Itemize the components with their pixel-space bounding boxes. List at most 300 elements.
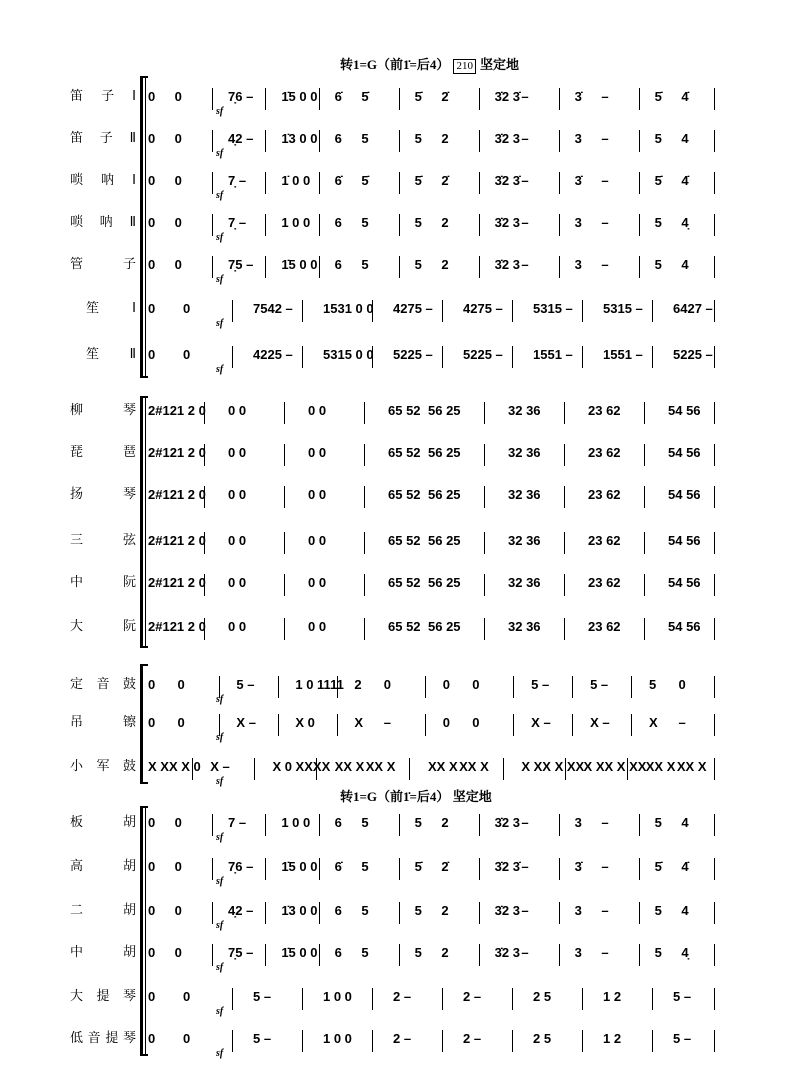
barline bbox=[372, 1030, 373, 1052]
measure-cells bbox=[148, 1024, 789, 1054]
note-cell: 1 0 1111 bbox=[295, 677, 344, 692]
note-cell: 5̇ bbox=[414, 859, 422, 874]
barline bbox=[284, 402, 285, 424]
barline bbox=[319, 256, 320, 278]
barline bbox=[284, 444, 285, 466]
note-cell: 5̇ bbox=[654, 89, 662, 104]
note-cell: X XX X XX bbox=[583, 759, 647, 774]
measure-cells bbox=[148, 526, 789, 556]
note-cell: 2 – bbox=[393, 989, 412, 1004]
barline bbox=[212, 858, 213, 880]
note-cell: XX X bbox=[428, 759, 458, 774]
note-cell: 5̇ bbox=[414, 173, 422, 188]
note-cell: 1̇5 0 0 bbox=[281, 257, 318, 272]
note-cell: 0 bbox=[148, 989, 156, 1004]
bracket-hook bbox=[140, 1054, 148, 1056]
barline-end bbox=[714, 758, 715, 780]
measure-cells bbox=[148, 208, 789, 238]
note-cell: 4̇ bbox=[681, 89, 689, 104]
note-cell: 0 bbox=[174, 89, 182, 104]
note-cell: 0 0 bbox=[228, 445, 247, 460]
note-cell: 4̣ bbox=[681, 945, 689, 960]
note-cell: 5 bbox=[361, 859, 369, 874]
barline bbox=[484, 574, 485, 596]
note-cell: 3̇ bbox=[574, 89, 582, 104]
staff-row bbox=[0, 340, 789, 375]
note-cell: 5 bbox=[414, 131, 422, 146]
barline bbox=[442, 346, 443, 368]
note-cell: – bbox=[383, 715, 392, 730]
barline bbox=[399, 172, 400, 194]
barline bbox=[572, 714, 573, 736]
barline-end bbox=[714, 402, 715, 424]
barline bbox=[265, 88, 266, 110]
instrument-label: 笙Ⅰ bbox=[86, 301, 136, 316]
staff-row bbox=[0, 124, 789, 159]
note-cell: 0 bbox=[472, 715, 480, 730]
note-cell: X – bbox=[590, 715, 610, 730]
barline bbox=[652, 1030, 653, 1052]
barline bbox=[442, 988, 443, 1010]
note-cell: 2 – bbox=[463, 1031, 482, 1046]
staff-row bbox=[0, 808, 789, 843]
note-cell: X bbox=[649, 715, 658, 730]
note-cell: 56 25 bbox=[428, 619, 461, 634]
barline bbox=[559, 256, 560, 278]
note-cell: X 0 bbox=[295, 715, 315, 730]
dynamic-marking: sf bbox=[216, 876, 224, 887]
note-cell: 5315 – bbox=[533, 301, 573, 316]
note-cell: 0 0 bbox=[228, 533, 247, 548]
note-cell: 1 0 0 bbox=[323, 1031, 352, 1046]
dynamic-marking: sf bbox=[216, 364, 224, 375]
barline bbox=[559, 944, 560, 966]
note-cell: 5 bbox=[361, 215, 369, 230]
note-cell: 65 52 bbox=[388, 575, 421, 590]
barline bbox=[582, 1030, 583, 1052]
note-cell: 0 bbox=[148, 677, 156, 692]
note-cell: 5 bbox=[361, 815, 369, 830]
note-cell: 4225 – bbox=[253, 347, 293, 362]
note-cell: 32 36 bbox=[508, 533, 541, 548]
note-cell: 2̇ bbox=[441, 859, 449, 874]
note-cell: 5 – bbox=[531, 677, 550, 692]
measure-cells bbox=[148, 568, 789, 598]
note-cell: X XX X 0 bbox=[148, 759, 201, 774]
note-cell: – bbox=[601, 89, 609, 104]
barline bbox=[639, 858, 640, 880]
barline bbox=[302, 1030, 303, 1052]
note-cell: 0 bbox=[174, 859, 182, 874]
barline bbox=[513, 714, 514, 736]
note-cell: 3̇2 3 bbox=[494, 215, 520, 230]
note-cell: 0 bbox=[148, 859, 156, 874]
note-cell: 3̇2 3 bbox=[494, 945, 520, 960]
measure-cells bbox=[148, 250, 789, 280]
note-cell: 2#121 2 0 bbox=[148, 575, 206, 590]
note-cell: 0 bbox=[148, 173, 156, 188]
note-cell: 0 bbox=[148, 1031, 156, 1046]
note-cell: 6 bbox=[334, 131, 342, 146]
note-cell: 5 bbox=[649, 677, 657, 692]
barline-end bbox=[714, 714, 715, 736]
dynamic-marking: sf bbox=[216, 274, 224, 285]
note-cell: 3̇2 3 bbox=[494, 903, 520, 918]
note-cell: 0 bbox=[174, 215, 182, 230]
instrument-label: 小军鼓 bbox=[70, 759, 136, 774]
note-cell: X bbox=[354, 715, 363, 730]
note-cell: 1̇5 0 0 bbox=[281, 859, 318, 874]
note-cell: 0 0 bbox=[228, 487, 247, 502]
note-cell: 6 bbox=[334, 903, 342, 918]
barline-end bbox=[714, 858, 715, 880]
note-cell: X – bbox=[531, 715, 551, 730]
note-cell: 0 bbox=[183, 347, 191, 362]
barline-end bbox=[714, 902, 715, 924]
instrument-label: 定音鼓 bbox=[70, 677, 136, 692]
note-cell: 5 bbox=[654, 257, 662, 272]
note-cell: 32 36 bbox=[508, 403, 541, 418]
note-cell: – bbox=[521, 173, 529, 188]
note-cell: 54 56 bbox=[668, 575, 701, 590]
note-cell: – bbox=[601, 859, 609, 874]
note-cell: XX X bbox=[334, 759, 365, 774]
barline bbox=[364, 574, 365, 596]
instrument-label: 低音提琴 bbox=[70, 1031, 136, 1046]
instrument-label: 大提琴 bbox=[70, 989, 136, 1004]
note-cell: 1 2 bbox=[603, 1031, 622, 1046]
staff-row bbox=[0, 852, 789, 887]
note-cell: – bbox=[601, 815, 609, 830]
note-cell: – bbox=[521, 89, 529, 104]
note-cell: 5 bbox=[414, 945, 422, 960]
note-cell: 54 56 bbox=[668, 487, 701, 502]
barline bbox=[212, 814, 213, 836]
note-cell: 2 – bbox=[463, 989, 482, 1004]
note-cell: 2 bbox=[441, 257, 449, 272]
barline bbox=[265, 172, 266, 194]
barline bbox=[302, 988, 303, 1010]
barline bbox=[319, 172, 320, 194]
barline bbox=[302, 300, 303, 322]
barline bbox=[479, 858, 480, 880]
note-cell: 5 – bbox=[253, 989, 272, 1004]
barline bbox=[337, 714, 338, 736]
section-header-strings bbox=[340, 786, 492, 805]
note-cell: 2 bbox=[441, 903, 449, 918]
note-cell: 6̇ bbox=[334, 173, 342, 188]
note-cell: 2̇ bbox=[441, 173, 449, 188]
barline bbox=[204, 486, 205, 508]
note-cell: 0 bbox=[174, 815, 182, 830]
instrument-label: 二胡 bbox=[70, 903, 136, 918]
barline bbox=[559, 814, 560, 836]
barline bbox=[644, 444, 645, 466]
barline bbox=[284, 532, 285, 554]
instrument-label: 笛子Ⅱ bbox=[70, 131, 136, 146]
note-cell: – bbox=[601, 215, 609, 230]
note-cell: 2 bbox=[441, 945, 449, 960]
note-cell: 5 bbox=[361, 257, 369, 272]
barline-end bbox=[714, 574, 715, 596]
note-cell: 4275 – bbox=[463, 301, 503, 316]
note-cell: 2#121 2 0 bbox=[148, 487, 206, 502]
note-cell: 5 bbox=[414, 215, 422, 230]
note-cell: 1551 – bbox=[533, 347, 573, 362]
note-cell: – bbox=[521, 257, 529, 272]
barline bbox=[582, 300, 583, 322]
barline bbox=[559, 858, 560, 880]
note-cell: 3 bbox=[574, 131, 582, 146]
rehearsal-mark: 210 bbox=[453, 59, 476, 74]
note-cell: 56 25 bbox=[428, 445, 461, 460]
note-cell: 1̇5 0 0 bbox=[281, 89, 318, 104]
note-cell: – bbox=[601, 173, 609, 188]
measure-cells bbox=[148, 982, 789, 1012]
barline bbox=[644, 402, 645, 424]
dynamic-marking: sf bbox=[216, 318, 224, 329]
note-cell: 0 0 bbox=[308, 445, 327, 460]
barline bbox=[284, 486, 285, 508]
barline-end bbox=[714, 944, 715, 966]
measure-cells bbox=[148, 670, 789, 700]
barline bbox=[564, 486, 565, 508]
dynamic-marking: sf bbox=[216, 694, 224, 705]
barline bbox=[265, 214, 266, 236]
note-cell: 6 bbox=[334, 257, 342, 272]
key-change-label: 转1=G（前1̇=后4） bbox=[340, 789, 450, 804]
barline bbox=[232, 988, 233, 1010]
barline bbox=[564, 444, 565, 466]
note-cell: 2 bbox=[441, 215, 449, 230]
barline-end bbox=[714, 130, 715, 152]
note-cell: 5 – bbox=[236, 677, 255, 692]
barline-end bbox=[714, 486, 715, 508]
note-cell: 0 bbox=[148, 815, 156, 830]
note-cell: – bbox=[601, 131, 609, 146]
note-cell: 1 0 0 bbox=[323, 989, 352, 1004]
note-cell: 5225 – bbox=[673, 347, 713, 362]
barline bbox=[372, 300, 373, 322]
note-cell: – bbox=[521, 903, 529, 918]
staff-row bbox=[0, 208, 789, 243]
measure-cells bbox=[148, 82, 789, 112]
note-cell: 0 0 bbox=[228, 403, 247, 418]
bracket-bowed bbox=[140, 808, 143, 1056]
barline bbox=[254, 758, 255, 780]
barline bbox=[564, 532, 565, 554]
barline bbox=[265, 944, 266, 966]
note-cell: 65 52 bbox=[388, 403, 421, 418]
barline bbox=[652, 988, 653, 1010]
barline bbox=[319, 858, 320, 880]
note-cell: 1̇5 0 0 bbox=[281, 945, 318, 960]
barline bbox=[627, 758, 628, 780]
note-cell: 6̇ bbox=[334, 859, 342, 874]
barline-end bbox=[714, 676, 715, 698]
note-cell: 0 bbox=[442, 715, 450, 730]
barline bbox=[644, 486, 645, 508]
measure-cells bbox=[148, 752, 789, 782]
note-cell: 0 0 bbox=[228, 575, 247, 590]
instrument-label: 三弦 bbox=[70, 533, 136, 548]
staff-row bbox=[0, 896, 789, 931]
bracket-plucked-thin bbox=[145, 398, 146, 648]
note-cell: 4275 – bbox=[393, 301, 433, 316]
measure-cells bbox=[148, 480, 789, 510]
note-cell: 4 bbox=[681, 257, 689, 272]
note-cell: 5 – bbox=[590, 677, 609, 692]
barline bbox=[639, 172, 640, 194]
barline bbox=[212, 256, 213, 278]
barline bbox=[319, 902, 320, 924]
note-cell: 0 bbox=[174, 257, 182, 272]
barline bbox=[337, 676, 338, 698]
staff-row bbox=[0, 1024, 789, 1059]
barline bbox=[364, 444, 365, 466]
barline bbox=[572, 676, 573, 698]
barline bbox=[212, 214, 213, 236]
barline-end bbox=[714, 444, 715, 466]
note-cell: 2#121 2 0 bbox=[148, 403, 206, 418]
instrument-label: 管子 bbox=[70, 257, 136, 272]
barline bbox=[631, 714, 632, 736]
staff-row bbox=[0, 250, 789, 285]
barline bbox=[559, 88, 560, 110]
note-cell: 54 56 bbox=[668, 533, 701, 548]
note-cell: 4̇ bbox=[681, 859, 689, 874]
barline-end bbox=[714, 814, 715, 836]
note-cell: 6 bbox=[334, 215, 342, 230]
section-header-top bbox=[340, 54, 519, 74]
instrument-label: 柳琴 bbox=[70, 403, 136, 418]
barline bbox=[265, 814, 266, 836]
instrument-label: 笙Ⅱ bbox=[86, 347, 136, 362]
note-cell: 65 52 bbox=[388, 445, 421, 460]
barline-end bbox=[714, 1030, 715, 1052]
note-cell: 4 bbox=[681, 815, 689, 830]
barline bbox=[559, 902, 560, 924]
barline bbox=[484, 444, 485, 466]
barline bbox=[639, 944, 640, 966]
measure-cells bbox=[148, 166, 789, 196]
note-cell: 56 25 bbox=[428, 533, 461, 548]
dynamic-marking: sf bbox=[216, 148, 224, 159]
note-cell: – bbox=[521, 131, 529, 146]
note-cell: 0 bbox=[183, 1031, 191, 1046]
note-cell: 2 bbox=[354, 677, 362, 692]
note-cell: 6427 – bbox=[673, 301, 713, 316]
note-cell: 0 bbox=[177, 677, 185, 692]
tempo-marking: 坚定地 bbox=[452, 789, 492, 804]
barline bbox=[399, 130, 400, 152]
note-cell: 3̇2 3 bbox=[494, 131, 520, 146]
bracket-bowed-thin bbox=[145, 808, 146, 1056]
bracket-hook bbox=[140, 646, 148, 648]
barline bbox=[319, 814, 320, 836]
barline bbox=[319, 944, 320, 966]
barline bbox=[399, 944, 400, 966]
barline bbox=[425, 714, 426, 736]
barline bbox=[442, 300, 443, 322]
barline bbox=[319, 214, 320, 236]
instrument-label: 中胡 bbox=[70, 945, 136, 960]
note-cell: – bbox=[601, 945, 609, 960]
barline bbox=[559, 172, 560, 194]
staff-row bbox=[0, 612, 789, 642]
bracket-hook bbox=[140, 76, 148, 78]
barline bbox=[319, 130, 320, 152]
note-cell: 2#121 2 0 bbox=[148, 445, 206, 460]
barline bbox=[364, 618, 365, 640]
note-cell: 0 bbox=[148, 89, 156, 104]
instrument-label: 扬琴 bbox=[70, 487, 136, 502]
note-cell: 32 36 bbox=[508, 445, 541, 460]
note-cell: 2 bbox=[441, 815, 449, 830]
note-cell: XX X bbox=[365, 759, 396, 774]
barline bbox=[564, 618, 565, 640]
note-cell: 0 bbox=[174, 173, 182, 188]
note-cell: 5 bbox=[654, 131, 662, 146]
note-cell: 54 56 bbox=[668, 619, 701, 634]
dynamic-marking: sf bbox=[216, 106, 224, 117]
note-cell: – bbox=[521, 215, 529, 230]
note-cell: 54 56 bbox=[668, 445, 701, 460]
note-cell: 4 bbox=[681, 131, 689, 146]
barline bbox=[582, 988, 583, 1010]
instrument-label: 琵琶 bbox=[70, 445, 136, 460]
note-cell: 0 0 bbox=[228, 619, 247, 634]
measure-cells bbox=[148, 612, 789, 642]
measure-cells bbox=[148, 852, 789, 882]
barline bbox=[212, 944, 213, 966]
note-cell: – bbox=[521, 945, 529, 960]
barline bbox=[212, 172, 213, 194]
note-cell: 23 62 bbox=[588, 533, 621, 548]
dynamic-marking: sf bbox=[216, 962, 224, 973]
note-cell: 2 5 bbox=[533, 1031, 552, 1046]
note-cell: 1 2 bbox=[603, 989, 622, 1004]
note-cell: 0 0 bbox=[308, 619, 327, 634]
dynamic-marking: sf bbox=[216, 1048, 224, 1059]
note-cell: 65 52 bbox=[388, 533, 421, 548]
note-cell: 7̣ – bbox=[228, 173, 247, 188]
note-cell: 5 bbox=[654, 903, 662, 918]
note-cell: 5 bbox=[361, 131, 369, 146]
note-cell: 32 36 bbox=[508, 487, 541, 502]
note-cell: X – bbox=[210, 759, 230, 774]
barline bbox=[631, 676, 632, 698]
staff-row bbox=[0, 670, 789, 705]
note-cell: 5 bbox=[361, 945, 369, 960]
note-cell: 4̣ bbox=[681, 215, 689, 230]
note-cell: 2#121 2 0 bbox=[148, 619, 206, 634]
note-cell: 1551 – bbox=[603, 347, 643, 362]
barline bbox=[503, 758, 504, 780]
note-cell: XX X bbox=[645, 759, 676, 774]
note-cell: 5̇ bbox=[361, 89, 369, 104]
note-cell: – bbox=[601, 257, 609, 272]
instrument-label: 笛子Ⅰ bbox=[70, 89, 136, 104]
note-cell: 5 bbox=[654, 945, 662, 960]
barline bbox=[565, 758, 566, 780]
dynamic-marking: sf bbox=[216, 832, 224, 843]
barline bbox=[484, 618, 485, 640]
barline bbox=[513, 676, 514, 698]
barline bbox=[192, 758, 193, 780]
barline bbox=[479, 172, 480, 194]
barline bbox=[564, 574, 565, 596]
